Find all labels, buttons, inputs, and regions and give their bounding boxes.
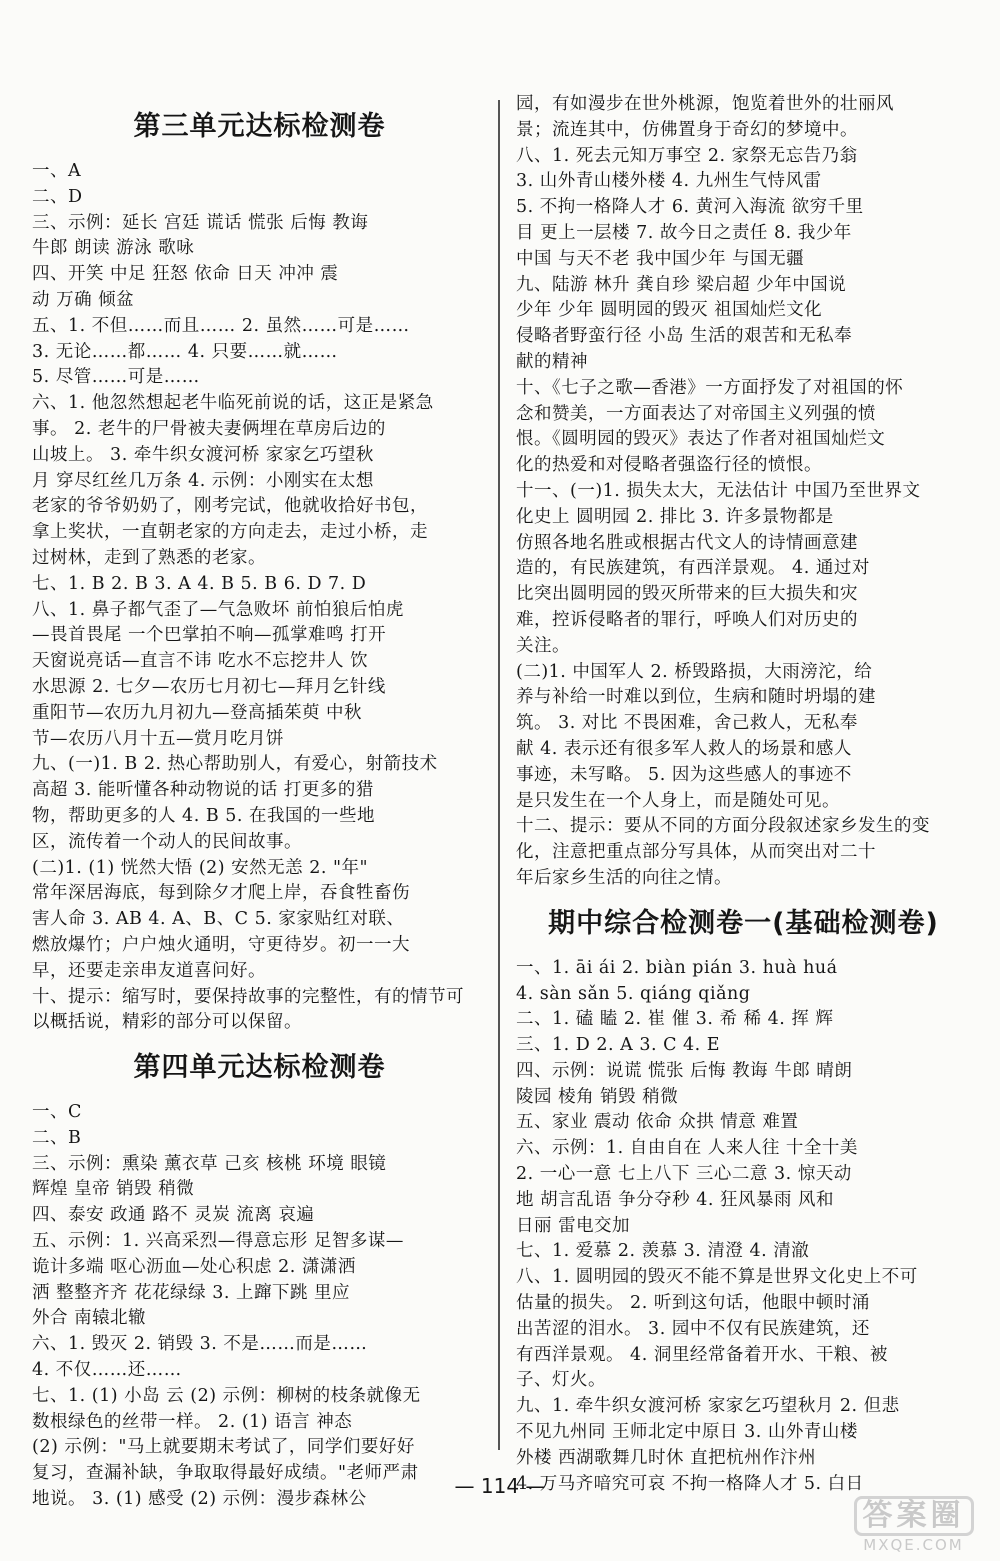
answer-line: 仿照各地名胜或根据古代文人的诗情画意建 — [516, 532, 858, 553]
answer-line: 水思源 2. 七夕—农历七月初七—拜月乞针线 — [32, 676, 386, 697]
answer-line: 筑。 3. 对比 不畏困难，舍己救人，无私奉 — [516, 713, 858, 734]
answer-line: 五、示例：1. 兴高采烈—得意忘形 足智多谋— — [32, 1231, 404, 1252]
watermark-title: 答案圈 — [854, 1496, 974, 1536]
answer-line: 六、1. 他忽然想起老牛临死前说的话，这正是紧急 — [32, 393, 434, 414]
answer-line: 地说。 3. (1) 感受 (2) 示例：漫步森林公 — [32, 1489, 367, 1510]
answer-line: 年后家乡生活的向往之情。 — [516, 867, 732, 888]
answer-line: 以概括说，精彩的部分可以保留。 — [32, 1012, 302, 1033]
answer-lines — [516, 956, 971, 1498]
answer-line: 高超 3. 能听懂各种动物说的话 打更多的猎 — [32, 780, 374, 801]
answer-line: 外楼 西湖歌舞几时休 直把杭州作汴州 — [516, 1447, 817, 1468]
answer-line: 牛郎 朗读 游泳 歌咏 — [32, 238, 195, 259]
answer-line: (二)1. (1) 恍然大悟 (2) 安然无恙 2. "年" — [32, 857, 369, 878]
answer-line: 念和赞美，一方面表达了对帝国主义列强的愤 — [516, 403, 876, 424]
answer-line: 五、1. 不但……而且…… 2. 虽然……可是…… — [32, 315, 410, 336]
answer-line: 七、1. 爱慕 2. 羡慕 3. 清澄 4. 清澈 — [516, 1241, 810, 1262]
answer-line: 比突出圆明园的毁灭所带来的巨大损失和灾 — [516, 584, 858, 605]
section-title: 期中综合检测卷一(基础检测卷) — [548, 907, 939, 939]
answer-line: 十、提示：缩写时，要保持故事的完整性，有的情节可 — [32, 986, 464, 1007]
answer-line: 难，控诉侵略者的罪行，呼唤人们对历史的 — [516, 609, 858, 630]
answer-line: 陵园 棱角 销毁 稍微 — [516, 1086, 679, 1107]
answer-line: 二、1. 磕 瞌 2. 崔 催 3. 希 稀 4. 挥 辉 — [516, 1009, 834, 1030]
answer-line: 四、示例：说谎 慌张 后悔 教诲 牛郎 晴朗 — [516, 1060, 853, 1081]
answer-line: 十一、(一)1. 损失太大，无法估计 中国乃至世界文 — [516, 480, 921, 501]
answer-lines — [516, 92, 971, 892]
answer-line: 辉煌 皇帝 销毁 稍微 — [32, 1179, 195, 1200]
answer-line: 三、示例：延长 宫廷 谎话 慌张 后悔 教诲 — [32, 212, 369, 233]
answer-line: 三、1. D 2. A 3. C 4. E — [516, 1035, 721, 1056]
section-unit4 — [32, 1050, 487, 1513]
answer-line: 有西洋景观。 4. 洞里经常备着开水、干粮、被 — [516, 1344, 888, 1365]
watermark-logo — [841, 1496, 986, 1558]
answer-line: 外合 南辕北辙 — [32, 1308, 147, 1329]
answer-line: 日丽 雷电交加 — [516, 1215, 631, 1236]
answer-line: 物，帮助更多的人 4. B 5. 在我国的一些地 — [32, 805, 376, 826]
answer-line: 拿上奖状，一直朝老家的方向走去，走过小桥，走 — [32, 522, 428, 543]
answer-line: 中国 与天不老 我中国少年 与国无疆 — [516, 248, 805, 269]
answer-line: 节—农历八月十五—赏月吃月饼 — [32, 728, 284, 749]
answer-line: 三、示例：熏染 薰衣草 己亥 核桃 环境 眼镜 — [32, 1153, 387, 1174]
answer-line: 养与补给一时难以到位，生病和随时坍塌的建 — [516, 687, 876, 708]
section-continued — [516, 92, 971, 892]
answer-line: 七、1. B 2. B 3. A 4. B 5. B 6. D 7. D — [32, 573, 367, 594]
answer-line: 十、《七子之歌—香港》一方面抒发了对祖国的怀 — [516, 377, 904, 398]
answer-line: 事迹，未写略。 5. 因为这些感人的事迹不 — [516, 764, 852, 785]
answer-line: 出苦涩的泪水。 3. 园中不仅有民族建筑，还 — [516, 1318, 870, 1339]
answer-line: 燃放爆竹；户户烛火通明，守更待岁。初一一大 — [32, 934, 410, 955]
answer-line: 害人命 3. AB 4. A、B、C 5. 家家贴红对联、 — [32, 909, 405, 930]
answer-line: 恨。《圆明园的毁灭》表达了作者对祖国灿烂文 — [516, 429, 886, 450]
answer-line: 九、陆游 林升 龚自珍 梁启超 少年中国说 — [516, 274, 847, 295]
answer-line: 估量的损失。 2. 听到这句话，他眼中顿时涌 — [516, 1293, 870, 1314]
answer-line: 六、1. 毁灭 2. 销毁 3. 不是……而是…… — [32, 1334, 368, 1355]
answer-line: 事。 2. 老牛的尸骨被夫妻俩埋在草房后边的 — [32, 418, 386, 439]
answer-line: 八、1. 鼻子都气歪了—气急败坏 前怕狼后怕虎 — [32, 599, 404, 620]
column-divider — [498, 100, 500, 1450]
right-column — [516, 92, 971, 1497]
answer-line: 化史上 圆明园 2. 排比 3. 许多景物都是 — [516, 506, 834, 527]
answer-line: 化，注意把重点部分写具体，从而突出对二十 — [516, 842, 876, 863]
answer-line: 关注。 — [516, 635, 570, 656]
answer-line: (二)1. 中国军人 2. 桥毁路损，大雨滂沱，给 — [516, 661, 873, 682]
answer-line: 数根绿色的丝带一样。 2. (1) 语言 神态 — [32, 1411, 353, 1432]
answer-line: 过树林，走到了熟悉的老家。 — [32, 547, 266, 568]
answer-line: 四、开笑 中足 狂怒 依命 日天 冲冲 震 — [32, 264, 339, 285]
answer-line: 重阳节—农历九月初九—登高插茱萸 中秋 — [32, 702, 363, 723]
answer-line: 洒 整整齐齐 花花绿绿 3. 上蹿下跳 里应 — [32, 1282, 351, 1303]
answer-line: 动 万确 倾盆 — [32, 289, 135, 310]
answer-line: 5. 尽管……可是…… — [32, 367, 200, 388]
answer-line: 常年深居海底，每到除夕才爬上岸，吞食牲畜伤 — [32, 883, 410, 904]
answer-line: 园，有如漫步在世外桃源，饱览着世外的壮丽风 — [516, 94, 894, 114]
answer-line: 二、B — [32, 1127, 82, 1148]
section-title: 第三单元达标检测卷 — [133, 111, 386, 142]
answer-line: 4. sàn sǎn 5. qiáng qiǎng — [516, 983, 751, 1004]
answer-line: 侵略者野蛮行径 小岛 生活的艰苦和无私奉 — [516, 326, 853, 347]
answer-line: 少年 少年 圆明园的毁灭 祖国灿烂文化 — [516, 300, 823, 321]
answer-line: 早，还要走亲串友道喜问好。 — [32, 960, 266, 981]
answer-line: 3. 山外青山楼外楼 4. 九州生气恃风雷 — [516, 171, 822, 192]
answer-line: 四、泰安 政通 路不 灵炭 流离 哀遍 — [32, 1205, 315, 1226]
answer-line: 诡计多端 呕心沥血—处心积虑 2. 潇潇洒 — [32, 1256, 356, 1277]
answer-line: 2. 一心一意 七上八下 三心二意 3. 惊天动 — [516, 1164, 852, 1185]
answer-line: —畏首畏尾 一个巴掌拍不响—孤掌难鸣 打开 — [32, 625, 387, 646]
answer-line: 一、1. āi ái 2. biàn pián 3. huà huá — [516, 957, 838, 978]
answer-line: 献 4. 表示还有很多军人救人的场景和感人 — [516, 738, 852, 759]
answer-line: 献的精神 — [516, 351, 588, 372]
answer-line: 八、1. 死去元知万事空 2. 家祭无忘告乃翁 — [516, 145, 858, 166]
answer-line: (2) 示例："马上就要期末考试了，同学们要好好 — [32, 1437, 415, 1458]
answer-line: 3. 无论……都…… 4. 只要……就…… — [32, 341, 338, 362]
answer-line: 区，流传着一个动人的民间故事。 — [32, 831, 302, 852]
answer-line: 4. 不仅……还…… — [32, 1360, 182, 1381]
page-number: — 114 — — [454, 1474, 546, 1498]
answer-line: 不见九州同 王师北定中原日 3. 山外青山楼 — [516, 1422, 858, 1443]
answer-lines — [32, 1100, 487, 1513]
section-unit3 — [32, 109, 487, 1036]
answer-line: 九、(一)1. B 2. 热心帮助别人，有爱心，射箭技术 — [32, 754, 438, 775]
answer-line: 八、1. 圆明园的毁灭不能不算是世界文化史上不可 — [516, 1267, 918, 1288]
answer-line: 天窗说亮话—直言不讳 吃水不忘挖井人 饮 — [32, 651, 369, 672]
answer-line: 地 胡言乱语 争分夺秒 4. 狂风暴雨 风和 — [516, 1189, 835, 1210]
answer-line: 七、1. (1) 小岛 云 (2) 示例：柳树的枝条就像无 — [32, 1385, 421, 1406]
answer-line: 化的热爱和对侵略者强盗行径的愤恨。 — [516, 455, 822, 476]
answer-line: 4. 万马齐喑究可哀 不拘一格降人才 5. 白日 — [516, 1473, 864, 1494]
answer-line: 复习，查漏补缺，争取取得最好成绩。"老师严肃 — [32, 1463, 419, 1484]
watermark-domain: MXQE.COM — [863, 1536, 964, 1554]
answer-line: 子、灯火。 — [516, 1370, 606, 1391]
answer-line: 二、D — [32, 186, 83, 207]
section-midterm — [516, 906, 971, 1498]
answer-line: 一、C — [32, 1102, 82, 1123]
answer-line: 目 更上一层楼 7. 故今日之责任 8. 我少年 — [516, 222, 852, 243]
answer-line: 造的，有民族建筑，有西洋景观。 4. 通过对 — [516, 558, 870, 579]
answer-line: 5. 不拘一格降人才 6. 黄河入海流 欲穷千里 — [516, 197, 864, 218]
answer-line: 月 穿尽红丝几万条 4. 示例：小刚实在太想 — [32, 470, 374, 491]
left-column — [32, 95, 487, 1513]
section-title: 第四单元达标检测卷 — [133, 1052, 386, 1084]
answer-line: 六、示例：1. 自由自在 人来人往 十全十美 — [516, 1138, 858, 1159]
answer-line: 是只发生在一个人身上，而是随处可见。 — [516, 790, 840, 811]
answer-line: 十二、提示：要从不同的方面分段叙述家乡发生的变 — [516, 816, 930, 837]
answer-lines — [32, 159, 487, 1036]
answer-line: 景；流连其中，仿佛置身于奇幻的梦境中。 — [516, 119, 858, 140]
answer-line: 山坡上。 3. 牵牛织女渡河桥 家家乞巧望秋 — [32, 444, 374, 465]
answer-line: 一、A — [32, 161, 82, 181]
answer-line: 九、1. 牵牛织女渡河桥 家家乞巧望秋月 2. 但悲 — [516, 1396, 900, 1417]
answer-line: 五、家业 震动 依命 众拱 情意 难置 — [516, 1112, 799, 1133]
answer-line: 老家的爷爷奶奶了，刚考完试，他就收拾好书包， — [32, 496, 428, 517]
